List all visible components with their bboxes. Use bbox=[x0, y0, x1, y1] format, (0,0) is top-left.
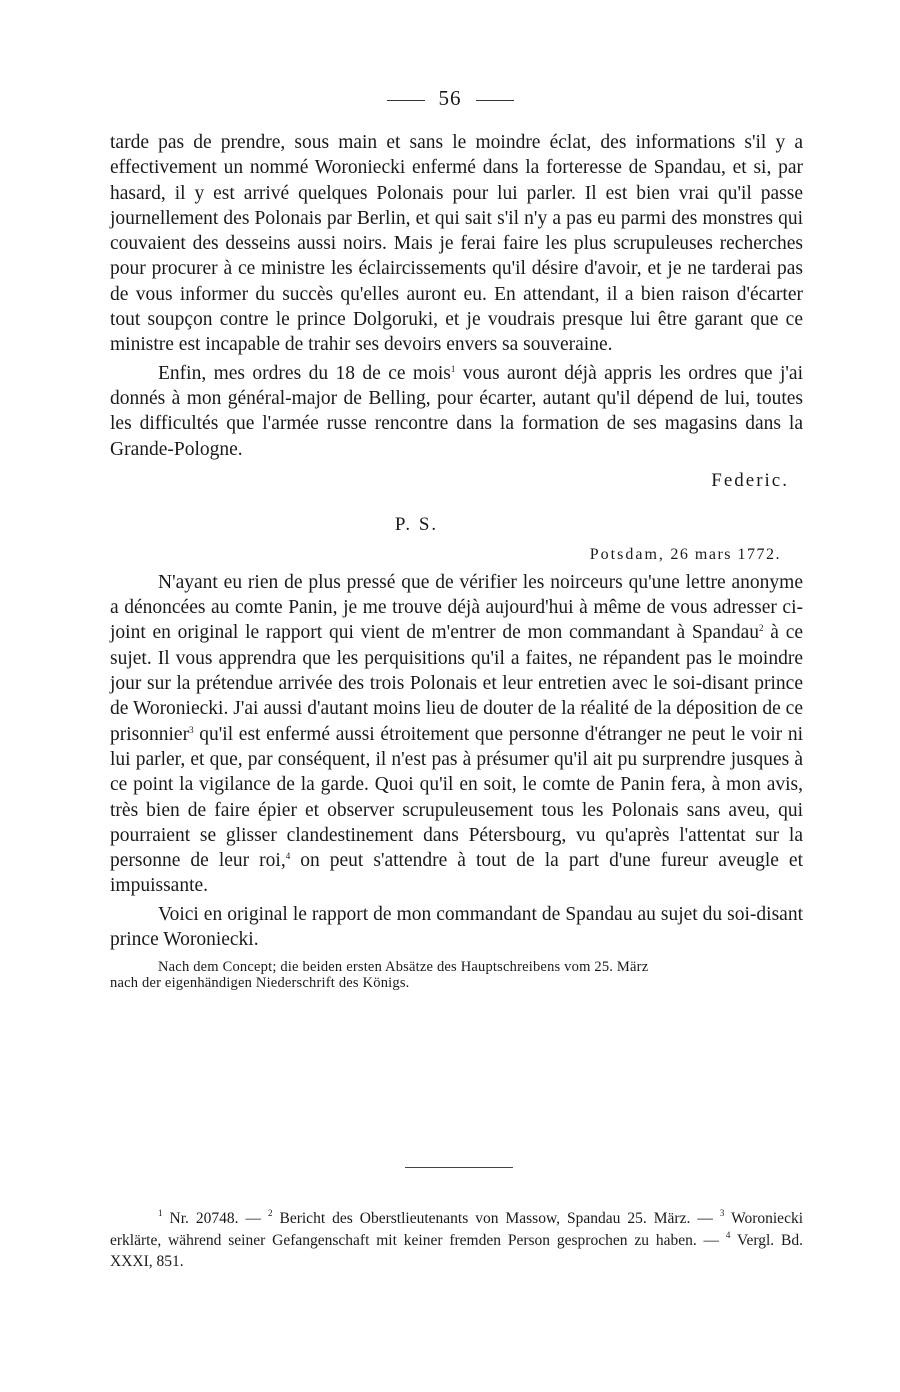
footnote-1: Nr. 20748. — bbox=[169, 1210, 261, 1227]
ps-paragraph-1-text-a: N'ayant eu rien de plus pressé que de vérifier les noirceurs qu'une lettre anonyme a dénoncées au comte Panin, je me trouve déjà aujourd'hui à même de vous adresser ci-joint en original le rapport qui vient de m'entrer de mon commandant à Spandau bbox=[110, 571, 803, 644]
footnote-mark-1: 1 bbox=[158, 1208, 163, 1218]
footnote-mark-2: 2 bbox=[268, 1208, 273, 1218]
footnote-ref-2: 2 bbox=[759, 623, 764, 634]
page-number: 56 bbox=[438, 86, 462, 110]
paragraph-2 bbox=[110, 361, 803, 462]
source-note-line-1: Nach dem Concept; die beiden ersten Absätze des Hauptschreibens vom 25. März bbox=[158, 959, 649, 976]
footnote-ref-4: 4 bbox=[285, 851, 291, 862]
paragraph-1: tarde pas de prendre, sous main et sans le moindre éclat, des informations s'il y a effectivement un nommé Woroniecki enfermé dans la forteresse de Spandau, et si, par hasard, il y est arrivé quelques Polonais pour lui parler. Il est bien vrai qu'il passe journellement des Polonais par Berlin, et qui sait s'il n'y a pas eu parmi des monstres qui couvaient des desseins aussi noirs. Mais je ferai faire les plus scrupuleuses recherches pour procurer à ce ministre les éclaircissements qu'il désire d'avoir, et je ne tarderai pas de vous informer du succès qu'elles auront eu. En attendant, il a bien raison d'écarter tout soupçon contre le prince Dolgoruki, et je voudrais presque lui être garant que ce ministre est incapable de trahir ses devoirs envers sa souveraine. bbox=[110, 132, 803, 356]
dateline bbox=[110, 546, 781, 564]
footnotes bbox=[110, 1208, 803, 1273]
source-note bbox=[110, 959, 803, 991]
ps-paragraph-1-text-b: à ce sujet. Il vous apprendra que les perquisitions qu'il a faites, ne répandent pas le moindre jour sur la prétendue arrivée des trois Polonais et leur entretien avec le soi-disant prince de Woroniecki. J'ai aussi d'autant moins lieu de douter de la réalité de la déposition de ce prisonnier bbox=[110, 622, 803, 745]
source-note-line-2: nach der eigenhändigen Niederschrift des Königs. bbox=[110, 975, 410, 992]
dateline-place: Potsdam, bbox=[589, 545, 665, 563]
header-dash-left bbox=[387, 100, 425, 101]
footnote-mark-3: 3 bbox=[719, 1208, 725, 1218]
signature: Federic. bbox=[711, 469, 789, 491]
page-header bbox=[0, 86, 900, 111]
footnote-3: Woroniecki erklärte, während seiner Gefangenschaft mit keiner fremden Person gesprochen zu haben. — bbox=[110, 1210, 804, 1249]
dateline-date: 26 mars 1772. bbox=[670, 545, 781, 563]
footnote-2: Bericht des Oberstlieutenants von Massow, Spandau 25. März. — bbox=[279, 1210, 713, 1227]
footnote-mark-4: 4 bbox=[725, 1229, 731, 1240]
paragraph-2-text-b: vous auront déjà appris les ordres que j'ai donnés à mon général-major de Belling, pour écarter, autant qu'il dépend de lui, toutes les difficultés que l'armée russe rencontre dans la formation de ses magasins dans la Grande-Pologne. bbox=[110, 362, 804, 460]
footnote-ref-3: 3 bbox=[189, 724, 194, 735]
ps-heading: P. S. bbox=[394, 513, 439, 535]
ps-paragraph-1-text-d: on peut s'attendre à tout de la part d'une fureur aveugle et impuissante. bbox=[110, 850, 803, 897]
footnote-ref-1: 1 bbox=[450, 363, 456, 374]
footnote-separator bbox=[405, 1167, 513, 1168]
paragraph-2-text-a: Enfin, mes ordres du 18 de ce mois bbox=[158, 362, 451, 384]
ps-paragraph-1 bbox=[110, 570, 803, 899]
footnote-4: Vergl. Bd. XXXI, 851. bbox=[110, 1231, 803, 1270]
header-dash-right bbox=[476, 100, 514, 101]
main-text bbox=[110, 130, 803, 991]
ps-paragraph-2: Voici en original le rapport de mon commandant de Spandau au sujet du soi-disant prince Woroniecki. bbox=[110, 903, 803, 951]
ps-paragraph-1-text-c: qu'il est enfermé aussi étroitement que personne d'étranger ne peut le voir ni lui parler, et que, par conséquent, il n'est pas à présumer qu'il ait pu surprendre jusques à ce point la vigilance de la garde. Quoi qu'il en soit, le comte de Panin fera, à mon avis, très bien de faire épier et observer scrupuleusement tous les Polonais sans aveu, qui pourraient se glisser clandestinement dans Pétersbourg, vu qu'après l'attentat sur la personne de leur roi, bbox=[110, 723, 803, 872]
